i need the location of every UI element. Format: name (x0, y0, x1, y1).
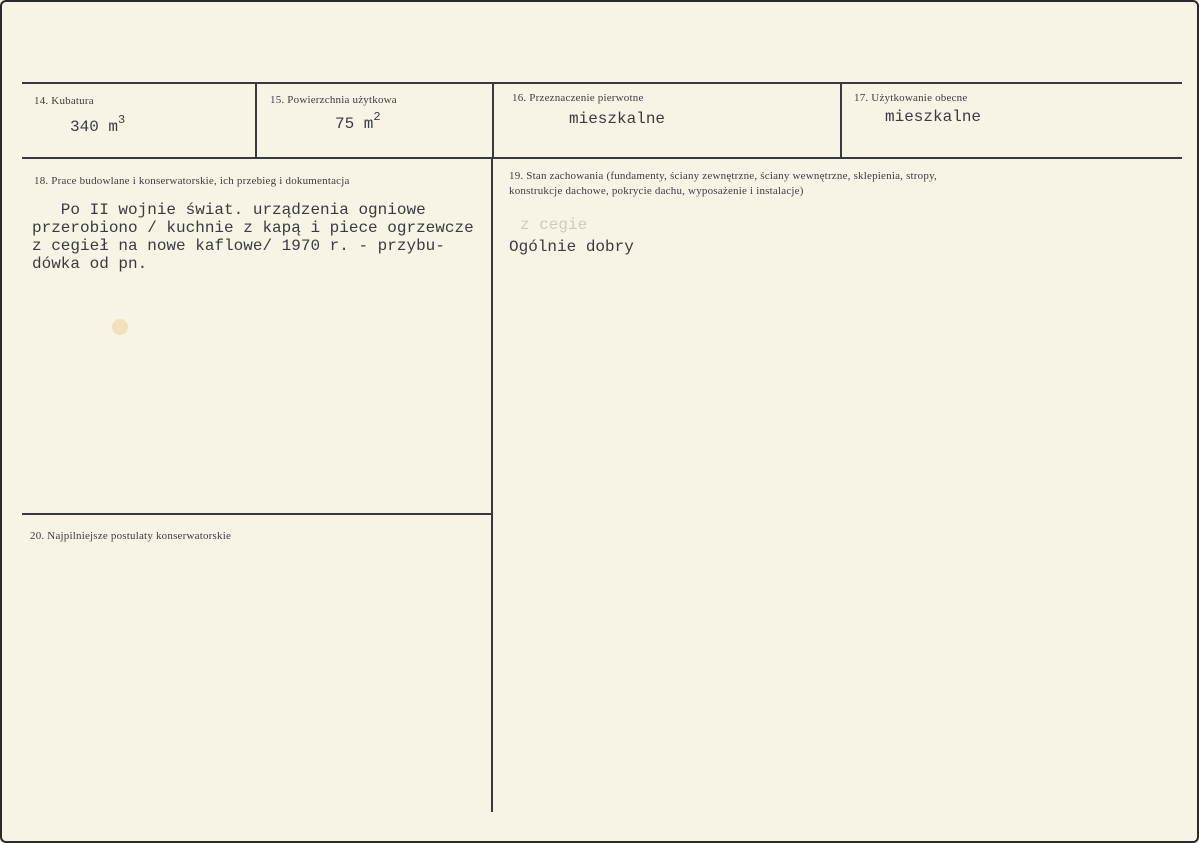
field-16-label: 16. Przeznaczenie pierwotne (512, 92, 644, 104)
field-15-label: 15. Powierzchnia użytkowa (270, 94, 397, 106)
section-20-top-rule (22, 513, 491, 515)
divider-14-15 (255, 83, 257, 158)
volume-exponent: 3 (118, 113, 126, 127)
divider-18-19 (491, 158, 493, 812)
row-divider-rule (22, 157, 1182, 159)
top-rule (22, 82, 1182, 84)
field-18-faded-text: z cegie (520, 216, 588, 234)
field-15-value (335, 110, 381, 134)
area-number: 75 m (335, 115, 374, 133)
field-19-value: Ogólnie dobry (509, 238, 634, 256)
field-18-line-1: Po II wojnie świat. urządzenia ogniowe (32, 201, 426, 219)
area-exponent: 2 (373, 110, 381, 124)
field-20-label: 20. Najpilniejsze postulaty konserwatorskie (30, 530, 232, 542)
field-16-value: mieszkalne (569, 110, 666, 128)
divider-16-17 (840, 83, 842, 158)
field-18-label: 18. Prace budowlane i konserwatorskie, ich przebieg i dokumentacja (34, 175, 350, 187)
field-18-line-3: z cegieł na nowe kaflowe/ 1970 r. - przybu- (32, 237, 445, 255)
field-18-line-2: przerobiono / kuchnie z kapą i piece ogrzewcze (32, 219, 474, 237)
field-18-line-4: dówka od pn. (32, 255, 148, 273)
field-17-label: 17. Użytkowanie obecne (854, 92, 968, 104)
field-14-label: 14. Kubatura (34, 95, 94, 107)
paper-stain (112, 319, 128, 335)
volume-number: 340 m (70, 118, 119, 136)
field-17-value: mieszkalne (885, 108, 982, 126)
field-14-value (70, 113, 126, 137)
divider-15-16 (492, 83, 494, 158)
field-19-label-line-2: konstrukcje dachowe, pokrycie dachu, wyposażenie i instalacje) (509, 185, 804, 197)
field-19-label-line-1: 19. Stan zachowania (fundamenty, ściany zewnętrzne, ściany wewnętrzne, sklepienia, stropy, (509, 170, 938, 182)
